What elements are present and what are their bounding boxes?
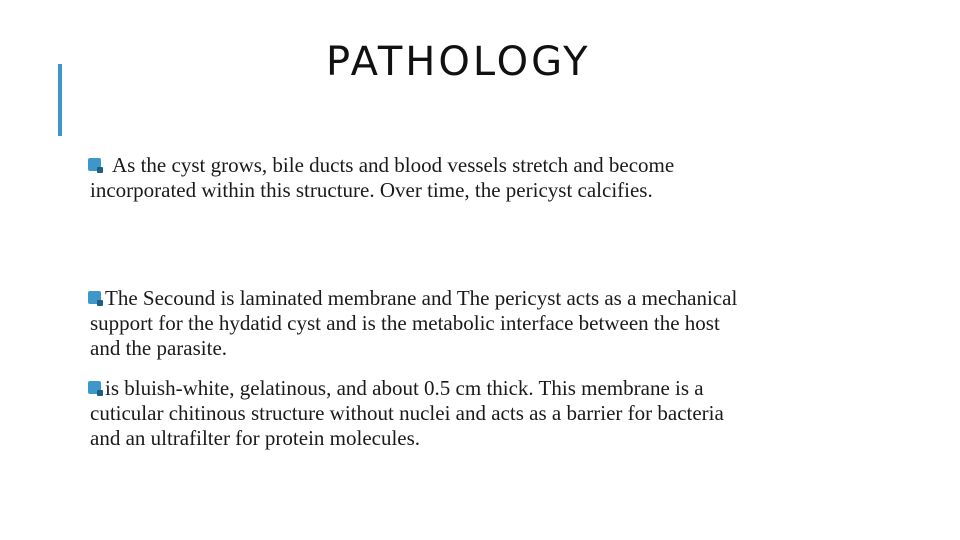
- bullet-item: [90, 153, 740, 203]
- square-bullet-icon: [88, 381, 101, 394]
- bullet-text: The Secound is laminated membrane and The pericyst acts as a mechanical support for the hydatid cyst and is the metabolic interface between the host and the parasite.: [90, 286, 738, 360]
- title-accent-bar: [58, 64, 62, 136]
- square-bullet-icon: [88, 291, 101, 304]
- bullet-text: As the cyst grows, bile ducts and blood vessels stretch and become incorporated within this structure. Over time, the pericyst calcifies.: [90, 153, 675, 202]
- square-bullet-icon: [88, 158, 101, 171]
- slide-title: PATHOLOGY: [326, 39, 591, 85]
- bullet-text: is bluish-white, gelatinous, and about 0.5 cm thick. This membrane is a cuticular chitinous structure without nuclei and acts as a barrier for bacteria and an ultrafilter for protein molecules.: [90, 376, 724, 450]
- bullet-item: [90, 376, 740, 451]
- bullet-item: [90, 286, 740, 361]
